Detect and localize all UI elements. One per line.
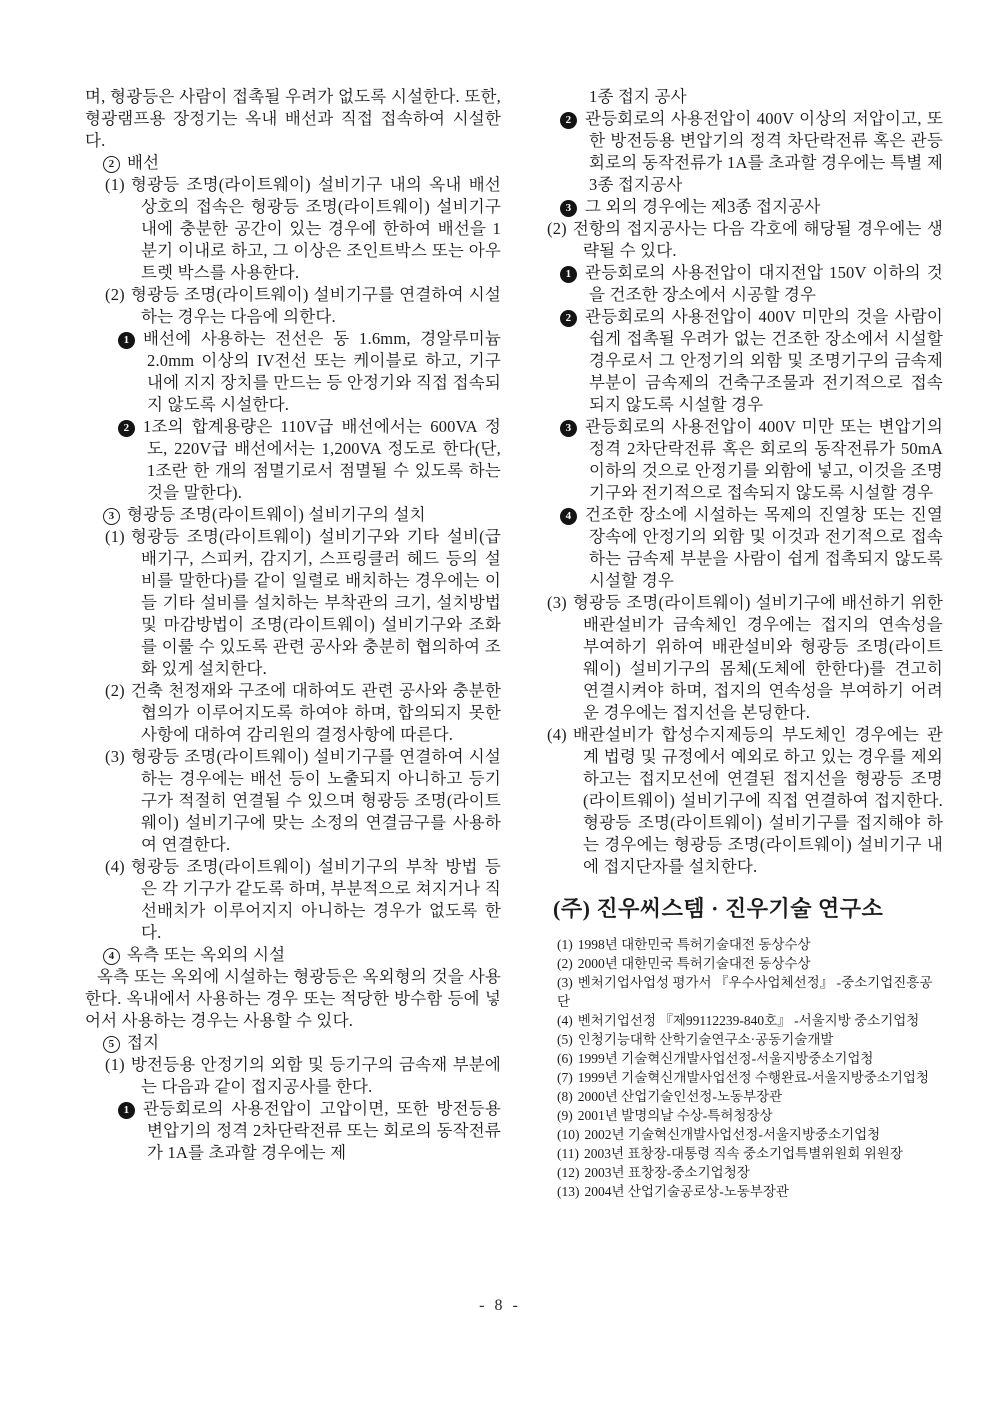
award-text: 2001년 발명의날 수상-특허청장상: [577, 1108, 773, 1123]
item-marker: (2): [547, 219, 567, 238]
list-item: [527, 306, 943, 416]
award-label: (11): [557, 1146, 579, 1161]
item-marker: (2): [105, 681, 125, 700]
award-item: [557, 1106, 943, 1125]
award-text: 2003년 표창장-중소기업청장: [584, 1165, 750, 1180]
item-marker: 2: [560, 112, 577, 129]
award-text: 2004년 산업기술공로상-노동부장관: [584, 1184, 789, 1199]
item-text: 형광등 조명(라이트웨이) 설비기구를 연결하여 시설하는 경우에는 배선 등이 노출되지 아니하고 등기구가 적절히 연결될 수 있으며 형광등 조명(라이트웨이) 설비기구에 맞는 소정의 연결금구를 사용하여 연결한다.: [130, 747, 501, 854]
item-text: 관등회로의 사용전압이 400V 미만 또는 변압기의 정격 2차단락전류 혹은 회로의 동작전류가 50mA 이하의 것으로 안정기를 외함에 넣고, 이것을 조명기구와 전기적으로 접속되지 않도록 시설할 경우: [585, 417, 943, 502]
award-label: (10): [557, 1127, 580, 1142]
award-text: 1999년 기술혁신개발사업선정 수행완료-서울지방중소기업청: [577, 1070, 929, 1085]
awards-list: [527, 935, 943, 1201]
item-marker: (1): [105, 527, 125, 546]
list-item: [85, 526, 501, 680]
list-item: [527, 196, 943, 218]
list-item: [85, 152, 501, 174]
list-item: [527, 724, 943, 878]
list-item: [85, 416, 501, 504]
right-column: [527, 86, 943, 1201]
award-item: [557, 1030, 943, 1049]
item-marker: 4: [560, 508, 577, 525]
award-label: (3): [557, 975, 573, 990]
list-item: [85, 680, 501, 746]
item-marker: (4): [547, 725, 567, 744]
paragraph-text: 며, 형광등은 사람이 접촉될 우려가 없도록 시설한다. 또한, 형광램프용 장정기는 옥내 배선과 직접 접속하여 시설한다.: [85, 87, 501, 150]
award-text: 2000년 대한민국 특허기술대전 동상수상: [577, 956, 811, 971]
award-label: (6): [557, 1051, 573, 1066]
page-number: - 8 -: [479, 1297, 521, 1314]
award-item: [557, 973, 943, 1011]
company-section: [527, 896, 943, 1201]
item-text: 전항의 접지공사는 다음 각호에 해당될 경우에는 생략될 수 있다.: [572, 219, 943, 260]
item-text: 형광등 조명(라이트웨이) 설비기구에 배선하기 위한 배관설비가 금속체인 경우에는 접지의 연속성을 부여하기 위하여 배관설비와 형광등 조명(라이트웨이) 설비기구의 몸체(도체에 한한다)를 견고히 연결시켜야 하며, 접지의 연속성을 부여하기 어려운 경우에는 접지선을 본딩한다.: [572, 593, 943, 722]
item-text: 관등회로의 사용전압이 400V 미만의 것을 사람이 쉽게 접촉될 우려가 없는 건조한 장소에서 시설할 경우로서 그 안정기의 외함 및 조명기구의 금속제 부분이 금속제의 건축구조물과 전기적으로 접속되지 않도록 시설할 경우: [585, 307, 943, 414]
item-text: 건조한 장소에 시설하는 목제의 진열창 또는 진열장속에 안정기의 외함 및 이것과 전기적으로 접속하는 금속제 부분을 사람이 쉽게 접촉되지 않도록 시설할 경우: [585, 505, 943, 590]
item-text: 배선: [127, 153, 160, 172]
item-marker: 5: [103, 1036, 120, 1053]
left-column: [85, 86, 501, 1201]
list-item: [85, 328, 501, 416]
award-item: [557, 1049, 943, 1068]
award-label: (1): [557, 937, 573, 952]
item-text: 배관설비가 합성수지제등의 부도체인 경우에는 관계 법령 및 규정에서 예외로 하고 있는 경우를 제외하고는 접지모선에 연결된 접지선을 형광등 조명 (라이트웨이) 설비기구에 직접 연결하여 접지한다. 형광등 조명(라이트웨이) 설비기구를 접지해야 하는 경우에는 형광등 조명(라이트웨이) 설비기구 내에 접지단자를 설치한다.: [572, 725, 943, 876]
list-item: [85, 1032, 501, 1054]
award-item: [557, 935, 943, 954]
item-marker: 1: [118, 1102, 135, 1119]
award-item: [557, 1163, 943, 1182]
paragraph: [85, 86, 501, 152]
paragraph-text: 옥측 또는 옥외에 시설하는 형광등은 옥외형의 것을 사용한다. 옥내에서 사용하는 경우 또는 적당한 방수함 등에 넣어서 사용하는 경우는 사용할 수 있다.: [85, 967, 501, 1030]
item-marker: (2): [105, 285, 125, 304]
award-item: [557, 1182, 943, 1201]
page-content: [85, 86, 943, 1201]
award-text: 2003년 표창장-대통령 직속 중소기업특별위원회 위원장: [584, 1146, 903, 1161]
list-item: [85, 1098, 501, 1164]
item-text: 관등회로의 사용전압이 고압이면, 또한 방전등용 변압기의 정격 2차단락전류 또는 회로의 동작전류가 1A를 초과할 경우에는 제: [143, 1099, 501, 1162]
item-marker: 3: [103, 508, 120, 525]
item-text: 형광등 조명(라이트웨이) 설비기구와 기타 설비(급배기구, 스피커, 감지기, 스프링클러 헤드 등의 설비를 말한다)를 같이 일렬로 배치하는 경우에는 이들 기타 설비를 설치하는 부착관의 크기, 설치방법 및 마감방법이 조명(라이트웨이) 설비기구와 조화를 이룰 수 있도록 관련 공사와 충분히 협의하여 조화 있게 설치한다.: [130, 527, 501, 678]
item-marker: (1): [105, 175, 125, 194]
award-item: [557, 1087, 943, 1106]
award-text: 2000년 산업기술인선정-노동부장관: [577, 1089, 783, 1104]
list-item: [85, 856, 501, 944]
award-item: [557, 1011, 943, 1030]
list-item: [85, 504, 501, 526]
award-text: 벤처기업사업성 평가서 『우수사업체선정』 -중소기업진흥공단: [557, 975, 933, 1009]
award-item: [557, 954, 943, 973]
item-text: 1종 접지 공사: [589, 87, 687, 106]
item-marker: (3): [105, 747, 125, 766]
item-marker: 1: [118, 332, 135, 349]
item-marker: 2: [560, 310, 577, 327]
award-label: (12): [557, 1165, 580, 1180]
item-marker: 1: [560, 266, 577, 283]
company-heading: (주) 진우씨스템 · 진우기술 연구소: [553, 896, 884, 921]
award-text: 1999년 기술혁신개발사업선정-서울지방중소기업청: [577, 1051, 874, 1066]
list-item: [527, 416, 943, 504]
item-text: 옥측 또는 옥외의 시설: [127, 945, 286, 964]
item-marker: 3: [560, 200, 577, 217]
award-label: (5): [557, 1032, 573, 1047]
list-item: [85, 284, 501, 328]
award-text: 1998년 대한민국 특허기술대전 동상수상: [577, 937, 811, 952]
item-text: 관등회로의 사용전압이 대지전압 150V 이하의 것을 건조한 장소에서 시공할 경우: [585, 263, 943, 304]
list-item: [527, 262, 943, 306]
award-item: [557, 1068, 943, 1087]
award-label: (4): [557, 1013, 573, 1028]
list-item: [527, 218, 943, 262]
award-text: 2002년 기술혁신개발사업선정-서울지방중소기업청: [584, 1127, 881, 1142]
list-item: [527, 504, 943, 592]
item-text: 형광등 조명(라이트웨이) 설비기구의 설치: [127, 505, 426, 524]
award-label: (7): [557, 1070, 573, 1085]
list-item: [527, 592, 943, 724]
item-text: 그 외의 경우에는 제3종 접지공사: [585, 197, 821, 216]
item-text: 방전등용 안정기의 외함 및 등기구의 금속재 부분에는 다음과 같이 접지공사를 한다.: [130, 1055, 501, 1096]
award-label: (2): [557, 956, 573, 971]
item-text: 접지: [127, 1033, 160, 1052]
item-marker: (3): [547, 593, 567, 612]
item-text: 관등회로의 사용전압이 400V 이상의 저압이고, 또한 방전등용 변압기의 정격 차단락전류 혹은 관등회로의 동작전류가 1A를 초과할 경우에는 특별 제3종 접지공사: [585, 109, 943, 194]
award-item: [557, 1125, 943, 1144]
award-text: 인청기능대학 산학기술연구소·공동기술개발: [577, 1032, 834, 1047]
list-item: [85, 944, 501, 966]
award-label: (9): [557, 1108, 573, 1123]
award-item: [557, 1144, 943, 1163]
list-item: [527, 108, 943, 196]
item-text: 형광등 조명(라이트웨이) 설비기구의 부착 방법 등은 각 기구가 같도록 하며, 부분적으로 쳐지거나 직선배치가 이루어지지 아니하는 경우가 없도록 한다.: [130, 857, 501, 942]
item-marker: 2: [118, 420, 135, 437]
item-marker: (4): [105, 857, 125, 876]
award-label: (13): [557, 1184, 580, 1199]
paragraph: [85, 966, 501, 1032]
item-text: 형광등 조명(라이트웨이) 설비기구 내의 옥내 배선 상호의 접속은 형광등 조명(라이트웨이) 설비기구 내에 충분한 공간이 있는 경우에 한하여 배선을 1분기 이내로 하고, 그 이상은 조인트박스 또는 아우트렛 박스를 사용한다.: [130, 175, 501, 282]
item-marker: (1): [105, 1055, 125, 1074]
list-item: [85, 1054, 501, 1098]
item-marker: 2: [103, 156, 120, 173]
item-marker: 4: [103, 948, 120, 965]
award-label: (8): [557, 1089, 573, 1104]
item-text: 형광등 조명(라이트웨이) 설비기구를 연결하여 시설하는 경우는 다음에 의한다.: [130, 285, 501, 326]
item-text: 1조의 합계용량은 110V급 배선에서는 600VA 정도, 220V급 배선에서는 1,200VA 정도로 한다(단, 1조란 한 개의 점멸기로서 점멸될 수 있도록 하는 것을 말한다).: [143, 417, 501, 502]
list-item: [85, 746, 501, 856]
list-item: [85, 174, 501, 284]
item-marker: 3: [560, 420, 577, 437]
continuation-line: [527, 86, 943, 108]
item-text: 건축 천정재와 구조에 대하여도 관련 공사와 충분한 협의가 이루어지도록 하여야 하며, 합의되지 못한 사항에 대하여 감리원의 결정사항에 따른다.: [130, 681, 501, 744]
award-text: 벤처기업선정 『제99112239-840호』 -서울지방 중소기업청: [577, 1013, 920, 1028]
item-text: 배선에 사용하는 전선은 동 1.6mm, 경알루미늄 2.0mm 이상의 IV전선 또는 케이블로 하고, 기구 내에 지지 장치를 만드는 등 안정기와 직접 접속되지 않도록 시설한다.: [143, 329, 501, 414]
